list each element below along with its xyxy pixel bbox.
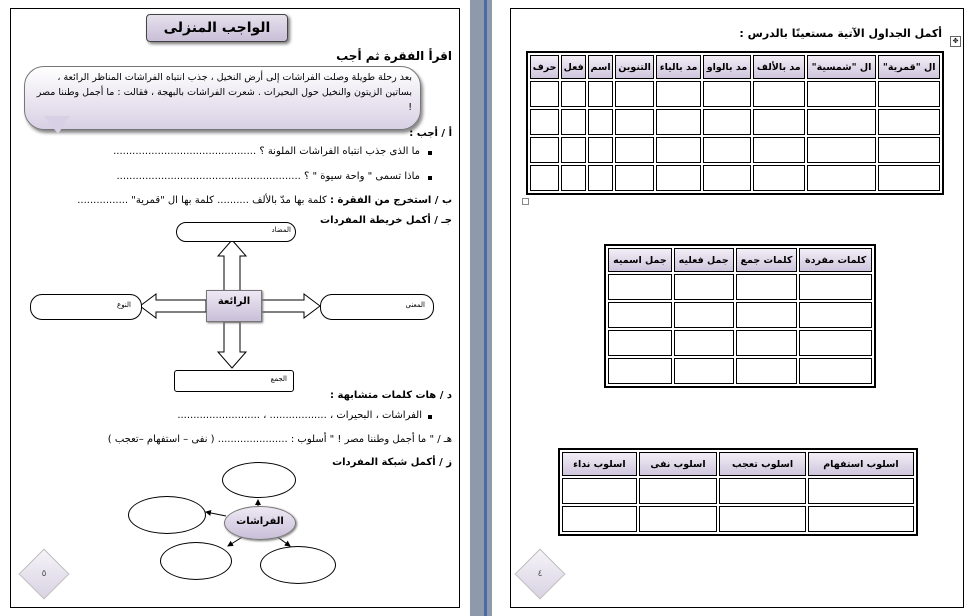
words-table [604, 244, 876, 388]
letters-table-header-7: فعل [561, 55, 586, 79]
words-table-cell[interactable] [608, 358, 672, 384]
letters-table-cell[interactable] [807, 137, 877, 163]
styles-table-cell[interactable] [562, 506, 637, 532]
words-table-row [608, 330, 872, 356]
letters-table-cell[interactable] [656, 109, 701, 135]
words-table-cell[interactable] [608, 330, 672, 356]
styles-table-cell[interactable] [562, 478, 637, 504]
letters-table-cell[interactable] [703, 81, 751, 107]
tables-instruction: أكمل الجداول الآتية مستعينًا بالدرس : [739, 27, 942, 40]
table-resize-handle[interactable] [522, 198, 529, 205]
letters-table-row [530, 165, 940, 191]
page-number: ٤ [537, 569, 543, 579]
words-table-header-1: كلمات جمع [736, 248, 798, 272]
section-b-text: كلمة بها مدّ بالألف .......... كلمة بها ال "قمرية" ................ [77, 195, 327, 206]
network-center-word: الفراشات [224, 506, 296, 540]
words-table-cell[interactable] [799, 330, 872, 356]
words-table-header-2: جمل فعليه [674, 248, 734, 272]
section-d-label: د / هات كلمات متشابهة : [330, 390, 452, 401]
letters-table-header-2: مد بالألف [753, 55, 805, 79]
letters-table-cell[interactable] [656, 165, 701, 191]
letters-table-cell[interactable] [530, 137, 559, 163]
letters-table-row [530, 81, 940, 107]
letters-table-cell[interactable] [753, 81, 805, 107]
network-node-1[interactable] [222, 462, 296, 498]
network-node-4[interactable] [260, 546, 336, 584]
letters-table-cell[interactable] [530, 165, 559, 191]
styles-table-cell[interactable] [639, 478, 718, 504]
letters-table-cell[interactable] [878, 137, 940, 163]
letters-table [526, 51, 944, 195]
letters-table-cell[interactable] [615, 165, 654, 191]
styles-table-cell[interactable] [719, 478, 806, 504]
words-table-cell[interactable] [736, 302, 798, 328]
letters-table-cell[interactable] [807, 81, 877, 107]
letters-table-cell[interactable] [615, 109, 654, 135]
network-node-3[interactable] [160, 542, 232, 580]
letters-table-cell[interactable] [878, 109, 940, 135]
styles-table-row [562, 506, 914, 532]
words-table-header-3: جمل اسميه [608, 248, 672, 272]
words-table-header-0: كلمات مفردة [799, 248, 872, 272]
styles-table-cell[interactable] [808, 506, 914, 532]
letters-table-cell[interactable] [588, 137, 613, 163]
letters-table-cell[interactable] [615, 81, 654, 107]
map-plural-label: الجمع [270, 375, 287, 383]
page-number: ٥ [41, 569, 47, 579]
words-table-cell[interactable] [736, 274, 798, 300]
words-table-cell[interactable] [799, 274, 872, 300]
words-table-row [608, 358, 872, 384]
letters-table-row [530, 109, 940, 135]
letters-table-cell[interactable] [588, 165, 613, 191]
section-b-label: ب / استخرج من الفقرة : [330, 195, 452, 206]
map-antonym-label: المضاد [271, 226, 291, 234]
letters-table-header-0: ال "قمرية" [878, 55, 940, 79]
letters-table-cell[interactable] [703, 165, 751, 191]
styles-table-header-3: اسلوب نداء [562, 452, 637, 476]
move-handle-icon[interactable]: ✥ [950, 36, 961, 47]
left-page [0, 0, 470, 616]
letters-table-cell[interactable] [703, 137, 751, 163]
letters-table-cell[interactable] [561, 165, 586, 191]
letters-table-cell[interactable] [753, 137, 805, 163]
letters-table-cell[interactable] [615, 137, 654, 163]
letters-table-header-3: مد بالواو [703, 55, 751, 79]
letters-table-cell[interactable] [807, 109, 877, 135]
styles-table-header-2: اسلوب نفى [639, 452, 718, 476]
section-d-words: الفراشات ، البحيرات ، .................. ، .......................... [177, 410, 422, 421]
words-table-cell[interactable] [674, 274, 734, 300]
styles-table-cell[interactable] [719, 506, 806, 532]
letters-table-cell[interactable] [753, 165, 805, 191]
section-e: هـ / " ما أجمل وطننا مصر ! " أسلوب : ...................... ( نفى – استفهام –تعجب ) [107, 434, 452, 445]
words-table-cell[interactable] [674, 330, 734, 356]
section-c-label: جـ / أكمل خريطة المفردات [320, 215, 452, 226]
right-page [492, 0, 974, 616]
map-center-word: الرائعة [206, 290, 262, 322]
words-table-cell[interactable] [799, 358, 872, 384]
styles-table-cell[interactable] [808, 478, 914, 504]
letters-table-cell[interactable] [753, 109, 805, 135]
letters-table-cell[interactable] [588, 109, 613, 135]
words-table-row [608, 274, 872, 300]
letters-table-cell[interactable] [656, 81, 701, 107]
paragraph-text: بعد رحلة طويلة وصلت الفراشات إلى أرض النخيل ، جذب انتباه الفراشات المناظر الرائعة ، بساتين الزيتون والنخيل حول البحيرات . شعرت الفراشات بالبهجة ، فقالت : ما أجمل وطننا مصر ! [36, 72, 412, 113]
letters-table-cell[interactable] [530, 109, 559, 135]
gutter-divider [484, 0, 487, 616]
words-table-cell[interactable] [608, 302, 672, 328]
letters-table-row [530, 137, 940, 163]
question-1: ما الذى جذب انتباه الفراشات الملونة ؟ ............................................. [113, 146, 420, 157]
letters-table-header-1: ال "شمسية" [807, 55, 877, 79]
map-type-label: النوع [117, 301, 131, 309]
letters-table-cell[interactable] [561, 137, 586, 163]
words-table-cell[interactable] [799, 302, 872, 328]
letters-table-cell[interactable] [561, 81, 586, 107]
letters-table-header-4: مد بالياء [656, 55, 701, 79]
letters-table-cell[interactable] [561, 109, 586, 135]
words-table-row [608, 302, 872, 328]
section-a-label: أ / أجب : [409, 128, 452, 139]
styles-table [558, 448, 918, 536]
words-table-cell[interactable] [608, 274, 672, 300]
letters-table-cell[interactable] [807, 165, 877, 191]
letters-table-cell[interactable] [703, 109, 751, 135]
words-table-cell[interactable] [736, 358, 798, 384]
letters-table-cell[interactable] [588, 81, 613, 107]
map-meaning-label: المعنى [405, 301, 425, 309]
styles-table-row [562, 478, 914, 504]
letters-table-cell[interactable] [530, 81, 559, 107]
letters-table-cell[interactable] [656, 137, 701, 163]
section-f-label: ز / أكمل شبكة المفردات [332, 457, 452, 468]
letters-table-header-8: حرف [530, 55, 559, 79]
homework-title: الواجب المنزلى [146, 14, 288, 42]
question-2: ماذا تسمى " واحة سيوة " ؟ .......................................................... [116, 171, 420, 182]
page-gutter [470, 0, 492, 616]
network-node-2[interactable] [128, 496, 206, 534]
letters-table-header-5: التنوين [615, 55, 654, 79]
words-table-cell[interactable] [674, 302, 734, 328]
styles-table-cell[interactable] [639, 506, 718, 532]
words-table-cell[interactable] [674, 358, 734, 384]
letters-table-cell[interactable] [878, 81, 940, 107]
styles-table-header-1: اسلوب تعجب [719, 452, 806, 476]
letters-table-header-6: اسم [588, 55, 613, 79]
read-instruction: اقرأ الفقرة ثم أجب [336, 49, 452, 63]
words-table-cell[interactable] [736, 330, 798, 356]
letters-table-cell[interactable] [878, 165, 940, 191]
styles-table-header-0: اسلوب استفهام [808, 452, 914, 476]
